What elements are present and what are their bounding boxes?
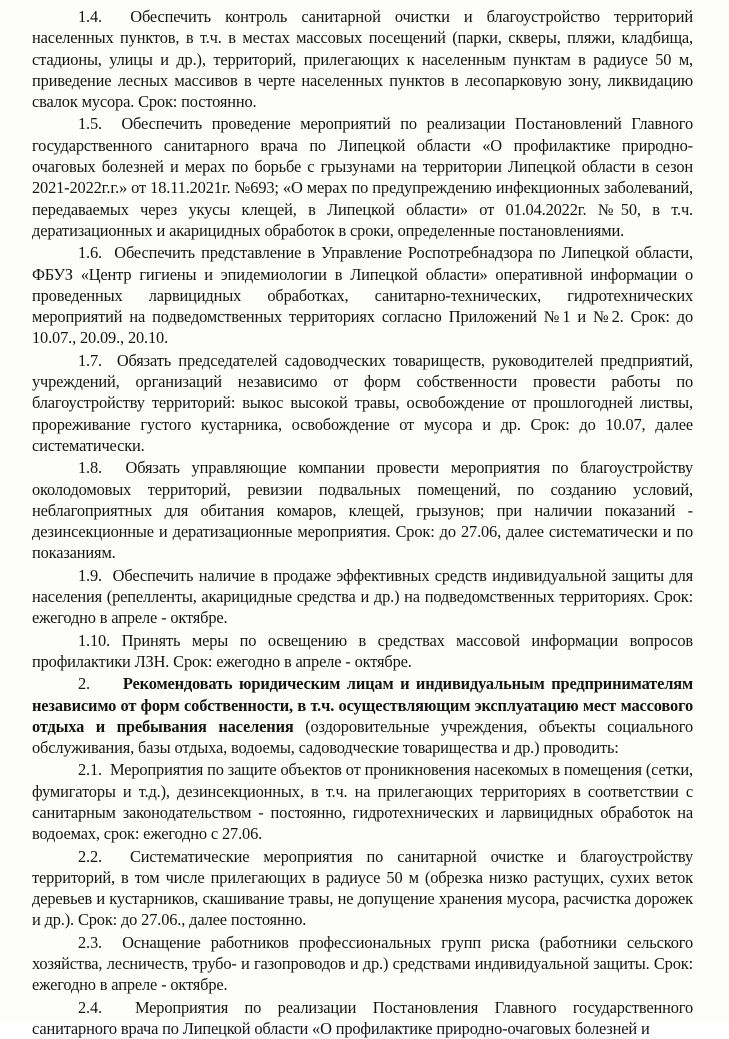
- paragraph-number: 1.9.: [78, 565, 102, 585]
- paragraph-text: Обеспечить проведение мероприятий по реализации Постановлений Главного государственного санитарного врача по Липецкой области «О профилактике природно-очаговых болезней и мерах по борьбе с грызунами на территории Липецкой области в сезон 2021-2022г.г.» от 18.11.2021г. №693; «О мерах по предупреждению инфекционных заболеваний, передаваемых через укусы клещей, в Липецкой области» от 01.04.2022г. №50, в т.ч. дератизационных и акарицидных обработок в сроки, определенные постановлениями.: [32, 114, 693, 240]
- paragraph-1-5: [32, 113, 693, 241]
- paragraph-1-7: [32, 350, 693, 456]
- paragraph-text: Оснащение работников профессиональных групп риска (работники сельского хозяйства, лесничеств, трубо- и газопроводов и др.) средствами индивидуальной защиты. Срок: ежегодно в апреле - октябре.: [32, 932, 693, 995]
- paragraph-text: Обеспечить наличие в продаже эффективных средств индивидуальной защиты для населения (репелленты, акарицидные средства и др.) на подведомственных территориях. Срок: ежегодно в апреле - октябре.: [32, 565, 693, 628]
- paragraph-bold-text: Рекомендовать юридическим лицам и индивидуальным предпринимателям независимо от форм собственности, в т.ч. осуществляющим эксплуатацию мест массового отдыха и пребывания населения: [32, 674, 693, 736]
- paragraph-number: 1.7.: [78, 350, 102, 370]
- paragraph-number: 2.1.: [78, 760, 102, 780]
- paragraph-number: 2.4.: [78, 997, 102, 1017]
- paragraph-text: (оздоровительные учреждения, объекты социального обслуживания, базы отдыха, водоемы, садоводческие товарищества и др.) проводить:: [32, 716, 693, 758]
- paragraph-text: Обязать управляющие компании провести мероприятия по благоустройству околодомовых территорий, ревизии подвальных помещений, по созданию условий, неблагоприятных для обитания комаров, клещей, грызунов; при наличии показаний - дезинсекционные и дератизационные мероприятия. Срок: до 27.06, далее систематически и по показаниям.: [32, 458, 693, 563]
- paragraph-1-4: [32, 6, 693, 112]
- paragraph-text: Мероприятия по реализации Постановления Главного государственного санитарного врача по Липецкой области «О профилактике природно-очаговых болезней и: [32, 997, 693, 1038]
- paragraph-text: Обеспечить контроль санитарной очистки и благоустройство территорий населенных пунктов, в т.ч. в местах массовых посещений (парки, скверы, пляжи, кладбища, стадионы, улицы и др.), территорий, прилегающих к населенным пунктам в радиусе 50 м, приведение лесных массивов в черте населенных пунктов в лесопарковую зону, ликвидацию свалок мусора. Срок: постоянно.: [32, 7, 693, 112]
- paragraph-number: 2.2.: [78, 846, 102, 866]
- paragraph-number: 2.3.: [78, 932, 102, 952]
- paragraph-number: 1.4.: [78, 7, 102, 26]
- paragraph-2-3: [32, 932, 693, 996]
- paragraph-2: [32, 673, 693, 758]
- paragraph-1-9: [32, 565, 693, 629]
- paragraph-1-10: [32, 630, 693, 673]
- paragraph-2-1: [32, 759, 693, 844]
- paragraph-text: Обязать председателей садоводческих товариществ, руководителей предприятий, учреждений, организаций независимо от форм собственности провести работы по благоустройству территорий: выкос высокой травы, освобождение от прошлогодней листвы, прореживание густого кустарника, освобождение от мусора и др. Срок: до 10.07, далее систематически.: [32, 350, 693, 455]
- paragraph-number: 2.: [78, 674, 90, 694]
- paragraph-number: 1.5.: [78, 114, 102, 134]
- paragraph-text: Систематические мероприятия по санитарной очистке и благоустройству территорий, в том числе прилегающих в радиусе 50 м (обрезка низко растущих, сухих веток деревьев и кустарников, скашивание травы, не допущение хранения мусора, расчистка дорожек и др.). Срок: до 27.06., далее постоянно.: [32, 846, 694, 930]
- paragraph-2-4: [32, 997, 693, 1039]
- paragraph-number: 1.6.: [78, 243, 102, 263]
- paragraph-text: Принять меры по освещению в средствах массовой информации вопросов профилактики ЛЗН. Срок: ежегодно в апреле - октябре.: [32, 630, 693, 671]
- paragraph-text: Обеспечить представление в Управление Роспотребнадзора по Липецкой области, ФБУЗ «Центр гигиены и эпидемиологии в Липецкой области» оперативной информации о проведенных ларвицидных обработках, санитарно-технических, гидротехнических мероприятий на подведомственных территориях согласно Приложений №1 и №2. Срок: до 10.07., 20.09., 20.10.: [32, 243, 693, 348]
- paragraph-number: 1.8.: [78, 458, 102, 478]
- paragraph-1-8: [32, 457, 693, 563]
- paragraph-number: 1.10.: [78, 630, 111, 650]
- paragraph-text: Мероприятия по защите объектов от проникновения насекомых в помещения (сетки, фумигаторы и т.д.), дезинсекционных, в т.ч. на прилегающих территориях в соответствии с санитарным законодательством - постоянно, гидротехнических и ларвицидных обработок на водоемах, срок: ежегодно с 27.06.: [32, 760, 693, 844]
- paragraph-2-2: [32, 846, 693, 931]
- paragraph-1-6: [32, 242, 693, 348]
